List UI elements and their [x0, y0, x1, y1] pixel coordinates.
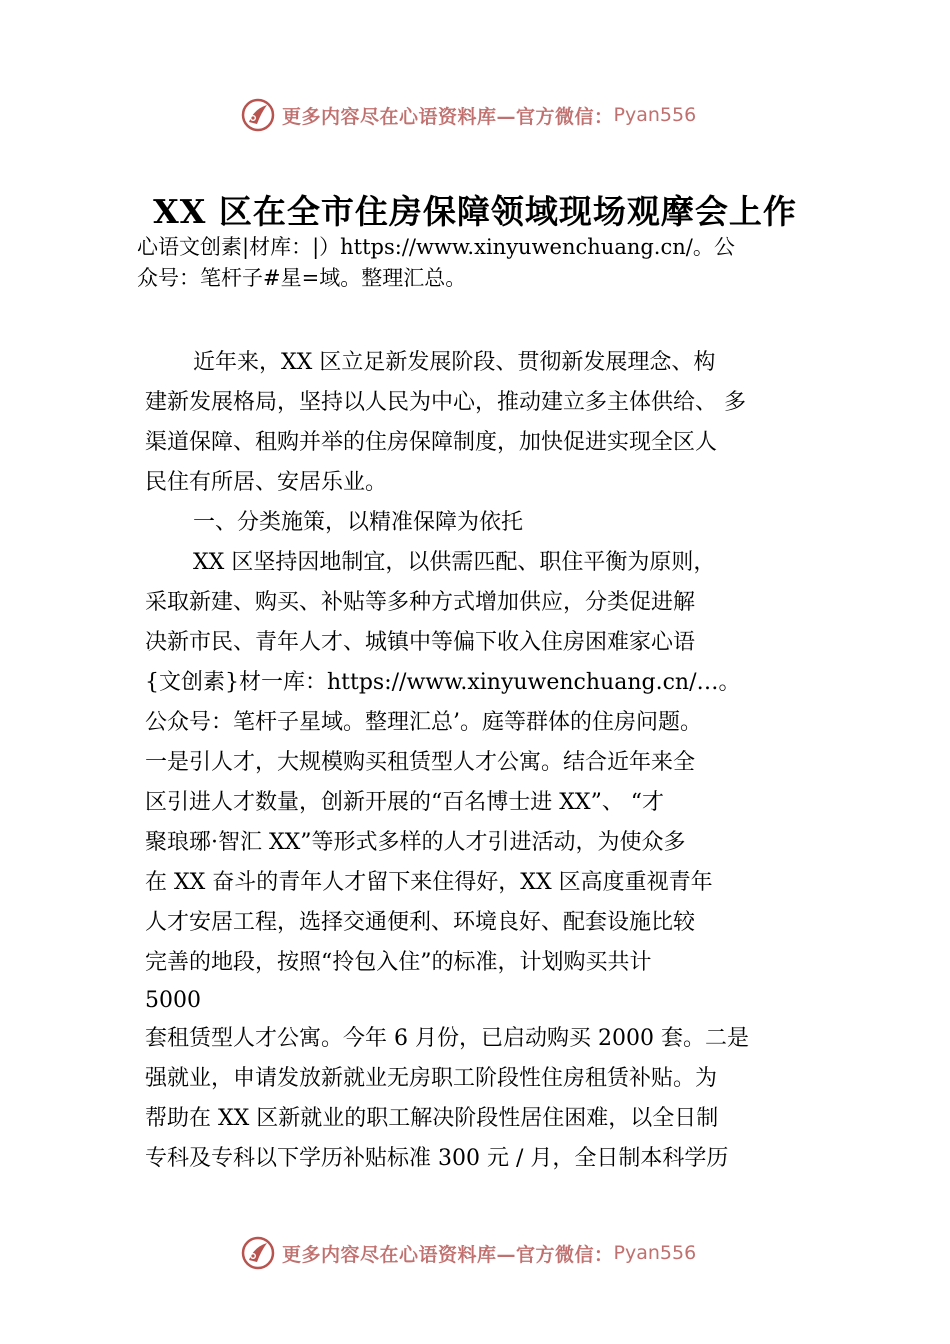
body-line: XX 区坚持因地制宜，以供需匹配、职住平衡为原则， — [193, 550, 716, 575]
banner-text: 更多内容尽在心语资料库—官方微信： — [282, 1243, 614, 1266]
body-line: 区引进人才数量，创新开展的“百名博士进 XX”、 “才 — [145, 790, 665, 815]
body-line: 渠道保障、租购并举的住房保障制度，加快促进实现全区人 — [145, 430, 718, 455]
body-line: 在 XX 奋斗的青年人才留下来住得好，XX 区高度重视青年 — [145, 870, 713, 895]
document-body — [145, 343, 810, 1179]
body-line: 民住有所居、安居乐业。 — [145, 470, 388, 495]
banner-text: 更多内容尽在心语资料库—官方微信： — [282, 105, 614, 128]
header-banner — [240, 95, 760, 135]
body-line: 聚琅琊·智汇 XX”等形式多样的人才引进活动，为使众多 — [145, 830, 686, 855]
body-line: 人才安居工程，选择交通便利、环境良好、配套设施比较 — [145, 910, 696, 935]
footer-banner — [240, 1233, 760, 1273]
body-line: 5000 — [145, 988, 201, 1013]
source-note-line: 心语文创素|材库：|）https://www.xinyuwenchuang.cn/。公 — [137, 235, 735, 259]
body-line: 强就业，申请发放新就业无房职工阶段性住房租赁补贴。为 — [145, 1066, 718, 1091]
banner-contact: Pyan556 — [613, 104, 697, 126]
body-line: 套租赁型人才公寓。今年 6 月份，已启动购买 2000 套。二是 — [145, 1026, 749, 1051]
brush-logo-icon — [240, 1235, 276, 1271]
body-line: 帮助在 XX 区新就业的职工解决阶段性居住困难，以全日制 — [145, 1106, 719, 1131]
body-line: 一是引人才，大规模购买租赁型人才公寓。结合近年来全 — [145, 750, 696, 775]
source-note — [137, 232, 827, 294]
body-line: 近年来，XX 区立足新发展阶段、贯彻新发展理念、构 — [193, 350, 716, 375]
body-line: {文创素}材一库：https://www.xinyuwenchuang.cn/…。 — [145, 670, 741, 695]
body-line: 采取新建、购买、补贴等多种方式增加供应，分类促进解 — [145, 590, 696, 615]
source-note-line: 众号：笔杆子#星=域。整理汇总。 — [137, 266, 467, 290]
document-title: XX 区在全市住房保障领域现场观摩会上作 — [153, 192, 797, 231]
body-line: 专科及专科以下学历补贴标准 300 元 / 月，全日制本科学历 — [145, 1146, 729, 1171]
body-line: 公众号：笔杆子星域。整理汇总’。庭等群体的住房问题。 — [145, 710, 702, 735]
body-line: 完善的地段，按照“拎包入住”的标准，计划购买共计 — [145, 950, 652, 975]
brush-logo-icon — [240, 97, 276, 133]
section-heading: 一、分类施策，以精准保障为依托 — [193, 510, 524, 535]
body-line: 建新发展格局，坚持以人民为中心，推动建立多主体供给、 多 — [145, 390, 746, 415]
body-line: 决新市民、青年人才、城镇中等偏下收入住房困难家心语 — [145, 630, 696, 655]
banner-contact: Pyan556 — [613, 1242, 697, 1264]
